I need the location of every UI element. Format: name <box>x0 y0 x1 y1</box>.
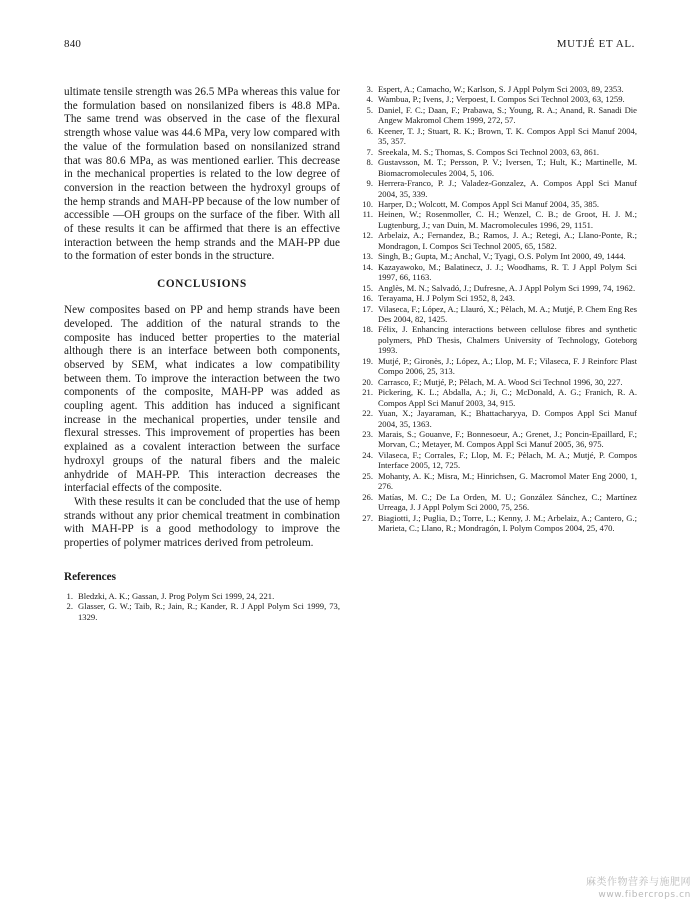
reference-text: Keener, T. J.; Stuart, R. K.; Brown, T. K. Compos Appl Sci Manuf 2004, 35, 357. <box>378 125 637 147</box>
reference-number: 1. <box>66 590 73 601</box>
body-paragraph-results: ultimate tensile strength was 26.5 MPa whereas this value for the formulation based on nonsilanized fibers is 48.8 MPa. The same trend was observed in the case of the flexural strength whose value was 44.6 MPa, very low compared with the value of the formulation based on nonsilanized strand that was 80.6 MPa, as was mentioned earlier. This decrease in the mechanical properties is related to the low degree of conversion in the reaction between the hydroxyl groups of the hemp strands and MAH-PP because of the low number of accessible —OH groups on the surface of the fiber. With all of these results it can be affirmed that there is an effective interaction between the hemp strands and the MAH-PP due to the formation of ester bonds in the structure. <box>64 86 340 263</box>
reference-number: 17. <box>362 303 373 314</box>
conclusions-paragraph-2: With these results it can be concluded that the use of hemp strands without any prior chemical treatment in combination with MAH-PP is a good methodology to improve the properties of polymer matrices derived from petroleum. <box>64 495 340 550</box>
reference-item <box>359 147 637 157</box>
reference-text: Wambua, P.; Ivens, J.; Verpoest, I. Compos Sci Technol 2003, 63, 1259. <box>378 94 625 105</box>
conclusions-heading: CONCLUSIONS <box>157 278 247 291</box>
reference-item <box>359 126 637 147</box>
reference-number: 25. <box>362 470 373 481</box>
reference-text: Mutjé, P.; Gironès, J.; López, A.; Llop, M. F.; Vilaseca, F. J Reinforc Plast Compo 2006, 25, 313. <box>378 355 637 377</box>
reference-number: 13. <box>362 251 373 262</box>
reference-item <box>359 408 637 429</box>
conclusions-paragraph-1: New composites based on PP and hemp strands have been developed. The addition of the natural strands to the composite has induced better properties to the material although there is an interface between both components, observed by SEM, what indicates a low compatibility between them. To improve the interaction between the two components of the composite, MAH-PP was added as coupling agent. This addition has induced a significant increase in the mechanical properties, under tensile and flexural stresses. This improvement of properties has been explained as a covalent interaction between the surface hydroxyl groups of the natural fibers and the maleic anhydride of MAH-PP. This interaction decreases the interfacial effects of the composite. <box>64 304 340 495</box>
reference-number: 5. <box>366 104 373 115</box>
reference-item <box>64 601 340 622</box>
reference-number: 22. <box>362 408 373 419</box>
reference-number: 6. <box>366 125 373 136</box>
reference-item <box>64 591 340 601</box>
reference-text: Singh, B.; Gupta, M.; Anchal, V.; Tyagi, O.S. Polym Int 2000, 49, 1444. <box>378 251 626 262</box>
reference-item <box>359 199 637 209</box>
reference-number: 7. <box>366 146 373 157</box>
reference-number: 4. <box>366 94 373 105</box>
reference-text: Bledzki, A. K.; Gassan, J. Prog Polym Sci 1999, 24, 221. <box>78 590 275 601</box>
watermark-site-name: 麻类作物营养与施肥网 <box>586 877 691 888</box>
reference-list-left <box>64 591 340 622</box>
reference-text: Terayama, H. J Polym Sci 1952, 8, 243. <box>378 293 515 304</box>
reference-number: 26. <box>362 491 373 502</box>
reference-text: Yuan, X.; Jayaraman, K.; Bhattacharyya, D. Compos Appl Sci Manuf 2004, 35, 1363. <box>378 408 637 429</box>
reference-item <box>359 293 637 303</box>
reference-item <box>359 209 637 230</box>
reference-item <box>359 84 637 94</box>
left-column <box>64 86 340 622</box>
reference-item <box>359 304 637 325</box>
reference-text: Arbelaiz, A.; Fernandez, B.; Ramos, J. A.; Retegi, A.; Llano-Ponte, R.; Mondragon, I. Compos Sci Technol 2005, 65, 1582. <box>378 230 637 251</box>
reference-item <box>359 105 637 126</box>
reference-item <box>359 230 637 251</box>
reference-text: Sreekala, M. S.; Thomas, S. Compos Sci Technol 2003, 63, 861. <box>378 146 600 157</box>
reference-number: 20. <box>362 376 373 387</box>
reference-text: Félix, J. Enhancing interactions between cellulose fibres and synthetic polymers, PhD Thesis, Chalmers University of Technology, Goteborg 1993. <box>378 324 637 356</box>
page-number: 840 <box>64 38 82 50</box>
reference-text: Harper, D.; Wolcott, M. Compos Appl Sci Manuf 2004, 35, 385. <box>378 198 600 209</box>
reference-number: 21. <box>362 387 373 398</box>
references-heading: References <box>64 570 116 583</box>
reference-number: 27. <box>362 512 373 523</box>
running-head: MUTJÉ ET AL. <box>556 38 635 50</box>
reference-text: Mohanty, A. K.; Misra, M.; Hinrichsen, G. Macromol Mater Eng 2000, 1, 276. <box>378 470 637 492</box>
reference-text: Vilaseca, F.; Corrales, F.; Llop, M. F.; Pèlach, M. A.; Mutjé, P. Compos Interface 2005, 12, 725. <box>378 449 637 471</box>
reference-item <box>359 471 637 492</box>
reference-text: Matías, M. C.; De La Orden, M. U.; González Sánchez, C.; Martínez Urreaga, J. J Appl Polym Sci 2000, 75, 256. <box>378 491 637 513</box>
reference-item <box>359 178 637 199</box>
reference-number: 19. <box>362 355 373 366</box>
reference-text: Carrasco, F.; Mutjé, P.; Pèlach, M. A. Wood Sci Technol 1996, 30, 227. <box>378 376 623 387</box>
reference-text: Biagiotti, J.; Puglia, D.; Torre, L.; Kenny, J. M.; Arbelaiz, A.; Cantero, G.; Marieta, C.; Llano, R.; Mondragón, I. Polym Compos 2004, 25, 470. <box>378 512 637 534</box>
reference-number: 9. <box>366 178 373 189</box>
reference-number: 16. <box>362 293 373 304</box>
reference-item <box>359 157 637 178</box>
reference-text: Glasser, G. W.; Taib, R.; Jain, R.; Kander, R. J Appl Polym Sci 1999, 73, 1329. <box>78 601 340 622</box>
reference-text: Pickering, K. L.; Abdalla, A.; Ji, C.; McDonald, A. G.; Franich, R. A. Compos Appl Sci Manuf 2003, 34, 915. <box>378 387 637 408</box>
reference-text: Espert, A.; Camacho, W.; Karlson, S. J Appl Polym Sci 2003, 89, 2353. <box>378 84 624 94</box>
reference-item <box>359 94 637 104</box>
reference-item <box>359 377 637 387</box>
reference-text: Anglès, M. N.; Salvadó, J.; Dufresne, A. J Appl Polym Sci 1999, 74, 1962. <box>378 282 636 293</box>
site-watermark <box>586 877 691 901</box>
reference-number: 8. <box>366 157 373 168</box>
reference-number: 14. <box>362 261 373 272</box>
reference-text: Gustavsson, M. T.; Persson, P. V.; Iversen, T.; Hult, K.; Martinelle, M. Biomacromolecules 2004, 5, 106. <box>378 157 637 178</box>
reference-number: 15. <box>362 282 373 293</box>
reference-text: Kazayawoko, M.; Balatinecz, J. J.; Woodhams, R. T. J Appl Polym Sci 1997, 66, 1163. <box>378 261 637 283</box>
reference-item <box>359 492 637 513</box>
reference-number: 18. <box>362 324 373 335</box>
reference-number: 10. <box>362 198 373 209</box>
reference-item <box>359 450 637 471</box>
reference-text: Herrera-Franco, P. J.; Valadez-Gonzalez, A. Compos Appl Sci Manuf 2004, 35, 339. <box>378 178 637 199</box>
reference-item <box>359 251 637 261</box>
reference-item <box>359 283 637 293</box>
reference-item <box>359 387 637 408</box>
reference-number: 24. <box>362 449 373 460</box>
reference-number: 23. <box>362 428 373 439</box>
reference-item <box>359 356 637 377</box>
reference-text: Marais, S.; Gouanve, F.; Bonnesoeur, A.; Grenet, J.; Poncin-Epaillard, F.; Morvan, C.; Metayer, M. Compos Appl Sci Manuf 2005, 36, 975. <box>378 428 637 450</box>
reference-text: Heinen, W.; Rosenmoller, C. H.; Wenzel, C. B.; de Groot, H. J. M.; Lugtenburg, J.; van Duin, M. Macromolecules 1996, 29, 1151. <box>378 209 637 230</box>
watermark-url: www.fibercrops.cn <box>598 890 691 900</box>
reference-number: 3. <box>366 84 373 94</box>
reference-list-right <box>359 84 637 533</box>
reference-number: 2. <box>66 601 73 612</box>
reference-text: Daniel, F. C.; Daan, F.; Prabawa, S.; Young, R. A.; Anand, R. Sanadi Die Angew Makromol Chem 1999, 272, 57. <box>378 104 637 126</box>
reference-text: Vilaseca, F.; López, A.; Llauró, X.; Pèlach, M. A.; Mutjé, P. Chem Eng Res Des 2004, 82, 1425. <box>378 303 637 324</box>
reference-number: 11. <box>362 209 373 220</box>
reference-item <box>359 513 637 534</box>
reference-item <box>359 262 637 283</box>
reference-number: 12. <box>362 230 373 241</box>
reference-item <box>359 429 637 450</box>
right-column <box>359 84 637 533</box>
reference-item <box>359 324 637 355</box>
